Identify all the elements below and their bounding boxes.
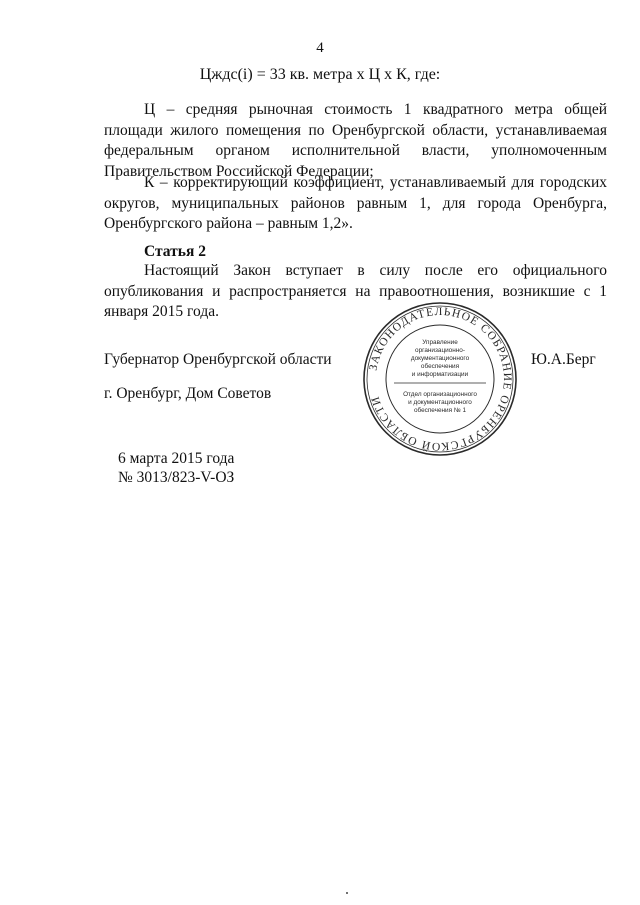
- law-number: № 3013/823-V-ОЗ: [118, 469, 235, 486]
- place-of-signing: г. Оренбург, Дом Советов: [104, 385, 272, 402]
- definition-k: К – корректирующий коэффициент, устанавливаемый для городских округов, муниципальных районов равным 1, для города Оренбурга, Оренбургского района – равным 1,2».: [104, 174, 607, 232]
- seal-outer-ring: [364, 303, 516, 455]
- official-seal-stamp: [360, 299, 520, 459]
- page-number: 4: [316, 40, 324, 56]
- svg-text:документационного: документационного: [410, 355, 470, 362]
- signer-name: Ю.А.Берг: [531, 351, 596, 368]
- article-body: Настоящий Закон вступает в силу после его официального опубликования и распространяется на правоотношения, возникшие с 1 января 2015 года.: [104, 262, 607, 320]
- svg-text:и документационного: и документационного: [408, 399, 472, 406]
- article-title: Статья 2: [144, 243, 206, 260]
- svg-text:Управление: Управление: [422, 339, 458, 346]
- seal-ring-text: ЗАКОНОДАТЕЛЬНОЕ СОБРАНИЕ ОРЕНБУРГСКОЙ ОБЛАСТИ: [367, 305, 514, 453]
- definition-c: Ц – средняя рыночная стоимость 1 квадратного метра общей площади жилого помещения по Оренбургской области, устанавливаемая федеральным органом исполнительной власти, уполномоченным Правительством Российской Федерации;: [104, 101, 607, 180]
- seal-inner-text: [403, 339, 477, 414]
- scan-dot: [346, 892, 348, 894]
- svg-text:организационно-: организационно-: [415, 347, 465, 354]
- signer-title: Губернатор Оренбургской области: [104, 351, 332, 368]
- svg-text:Отдел организационного: Отдел организационного: [403, 391, 477, 398]
- svg-text:и информатизации: и информатизации: [411, 371, 469, 378]
- formula: Цждс(i) = 33 кв. метра x Ц x К, где:: [199, 66, 441, 83]
- svg-text:обеспечения № 1: обеспечения № 1: [413, 407, 467, 414]
- svg-text:обеспечения: обеспечения: [420, 363, 460, 370]
- signing-date: 6 марта 2015 года: [118, 450, 235, 467]
